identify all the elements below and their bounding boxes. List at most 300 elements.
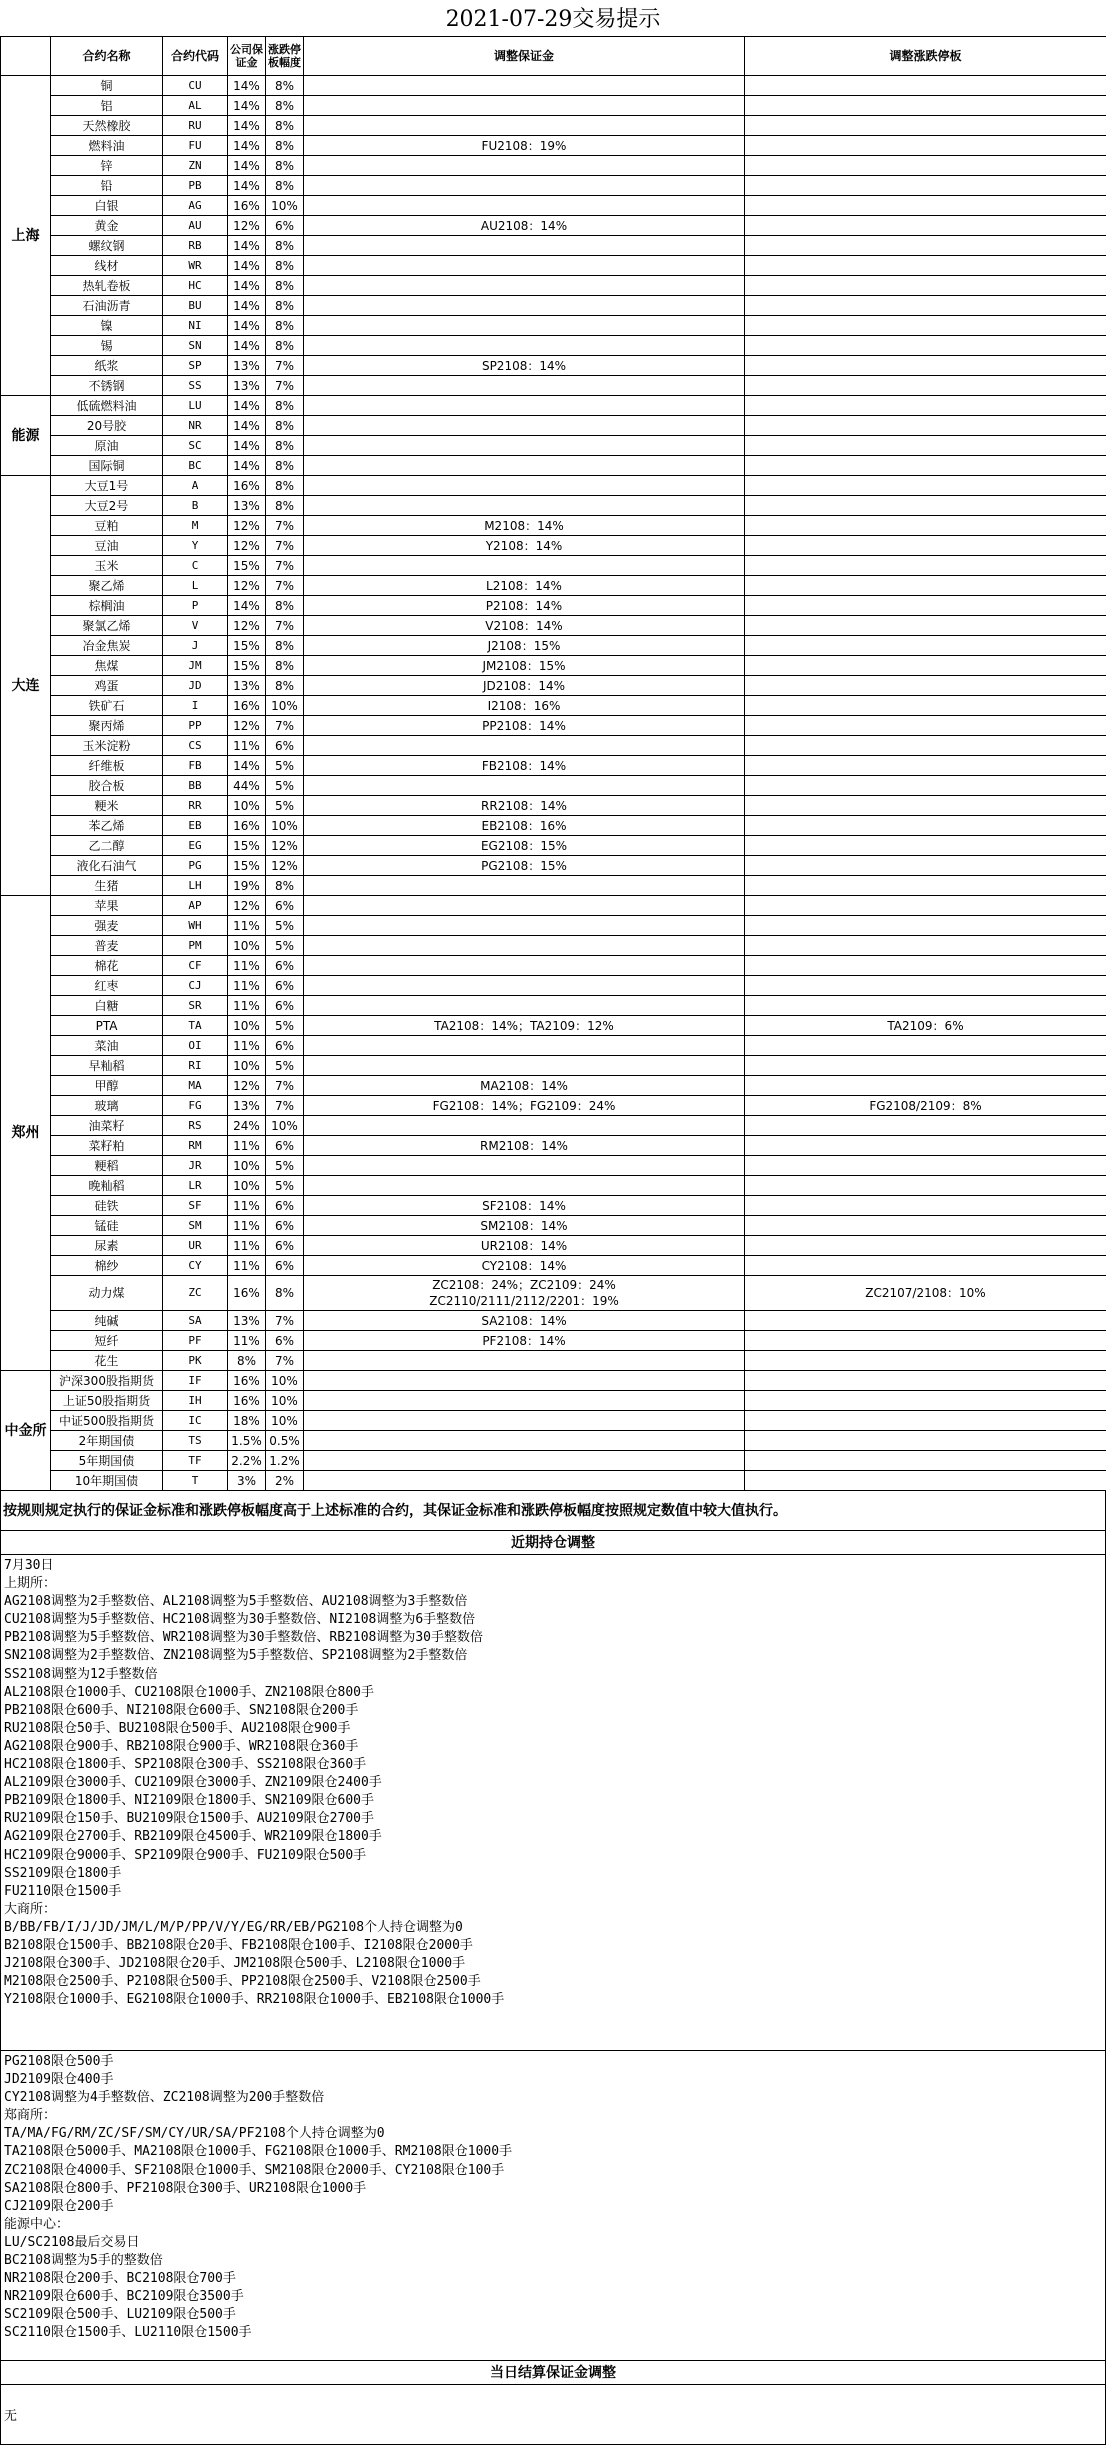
contract-code-cell: RR — [163, 796, 228, 816]
margin-cell: 16% — [228, 696, 266, 716]
adj-limit-cell — [745, 116, 1106, 136]
contract-name-cell: 黄金 — [51, 216, 163, 236]
table-row — [1, 696, 1106, 716]
adj-margin-cell: RM2108：14% — [304, 1136, 745, 1156]
exchange-cell: 中金所 — [1, 1371, 51, 1491]
limit-cell: 8% — [266, 676, 304, 696]
margin-cell: 44% — [228, 776, 266, 796]
adj-limit-cell — [745, 1036, 1106, 1056]
adj-limit-cell — [745, 1431, 1106, 1451]
margin-cell: 13% — [228, 1096, 266, 1116]
contract-code-cell: C — [163, 556, 228, 576]
position-line: B2108限仓1500手、BB2108限仓20手、FB2108限仓100手、I2108限仓2000手 — [4, 1937, 1102, 1955]
position-line: AL2109限仓3000手、CU2109限仓3000手、ZN2109限仓2400手 — [4, 1774, 1102, 1792]
adj-margin-cell — [304, 76, 745, 96]
margin-cell: 2.2% — [228, 1451, 266, 1471]
adj-margin-cell — [304, 416, 745, 436]
margin-cell: 14% — [228, 396, 266, 416]
adj-limit-cell — [745, 476, 1106, 496]
table-row — [1, 1156, 1106, 1176]
adj-margin-cell: L2108：14% — [304, 576, 745, 596]
limit-cell: 6% — [266, 736, 304, 756]
limit-cell: 6% — [266, 1216, 304, 1236]
margin-cell: 11% — [228, 1256, 266, 1276]
table-row — [1, 636, 1106, 656]
contract-code-cell: HC — [163, 276, 228, 296]
adj-margin-cell: PP2108：14% — [304, 716, 745, 736]
limit-cell: 6% — [266, 996, 304, 1016]
position-line: PB2108限仓600手、NI2108限仓600手、SN2108限仓200手 — [4, 1702, 1102, 1720]
adj-limit-cell: ZC2107/2108：10% — [745, 1276, 1106, 1311]
adj-margin-cell — [304, 976, 745, 996]
contract-code-cell: J — [163, 636, 228, 656]
table-row — [1, 996, 1106, 1016]
limit-cell: 6% — [266, 1036, 304, 1056]
limit-cell: 10% — [266, 816, 304, 836]
contract-code-cell: WH — [163, 916, 228, 936]
adj-limit-cell — [745, 216, 1106, 236]
limit-cell: 2% — [266, 1471, 304, 1491]
limit-cell: 8% — [266, 396, 304, 416]
contract-name-cell: 中证500股指期货 — [51, 1411, 163, 1431]
limit-cell: 6% — [266, 1236, 304, 1256]
contract-name-cell: 纯碱 — [51, 1311, 163, 1331]
table-row — [1, 556, 1106, 576]
adj-limit-cell — [745, 656, 1106, 676]
limit-cell: 8% — [266, 656, 304, 676]
contract-name-cell: 锡 — [51, 336, 163, 356]
header-adj-margin: 调整保证金 — [304, 37, 745, 76]
margin-cell: 11% — [228, 1216, 266, 1236]
contract-code-cell: JD — [163, 676, 228, 696]
position-line: 7月30日 — [4, 1557, 1102, 1575]
table-row — [1, 336, 1106, 356]
position-line: TA/MA/FG/RM/ZC/SF/SM/CY/UR/SA/PF2108个人持仓调整为0 — [4, 2125, 1102, 2143]
table-row — [1, 936, 1106, 956]
contract-name-cell: 10年期国债 — [51, 1471, 163, 1491]
position-line: ZC2108限仓4000手、SF2108限仓1000手、SM2108限仓2000手、CY2108限仓100手 — [4, 2162, 1102, 2180]
contract-name-cell: 上证50股指期货 — [51, 1391, 163, 1411]
contract-code-cell: FB — [163, 756, 228, 776]
contract-name-cell: 玉米淀粉 — [51, 736, 163, 756]
limit-cell: 5% — [266, 1056, 304, 1076]
table-row — [1, 1176, 1106, 1196]
contract-name-cell: 花生 — [51, 1351, 163, 1371]
limit-cell: 8% — [266, 476, 304, 496]
contract-name-cell: 菜油 — [51, 1036, 163, 1056]
adj-limit-cell — [745, 196, 1106, 216]
table-row — [1, 116, 1106, 136]
contract-code-cell: MA — [163, 1076, 228, 1096]
table-row — [1, 296, 1106, 316]
position-line: HC2109限仓9000手、SP2109限仓900手、FU2109限仓500手 — [4, 1847, 1102, 1865]
adj-margin-cell — [304, 1431, 745, 1451]
margin-cell: 14% — [228, 76, 266, 96]
adj-margin-cell — [304, 156, 745, 176]
adj-limit-cell — [745, 296, 1106, 316]
table-row — [1, 1451, 1106, 1471]
contract-name-cell: 铅 — [51, 176, 163, 196]
table-row — [1, 276, 1106, 296]
margin-cell: 15% — [228, 556, 266, 576]
position-line: 上期所： — [4, 1575, 1102, 1593]
adj-limit-cell — [745, 1176, 1106, 1196]
adj-margin-cell — [304, 256, 745, 276]
contract-code-cell: PP — [163, 716, 228, 736]
rule-note: 按规则规定执行的保证金标准和涨跌停板幅度高于上述标准的合约，其保证金标准和涨跌停板幅度按照规定数值中较大值执行。 — [0, 1491, 1106, 1531]
margin-cell: 11% — [228, 1136, 266, 1156]
contract-code-cell: M — [163, 516, 228, 536]
contract-code-cell: AL — [163, 96, 228, 116]
adj-margin-cell: CY2108：14% — [304, 1256, 745, 1276]
limit-cell: 8% — [266, 156, 304, 176]
margin-cell: 11% — [228, 1036, 266, 1056]
margin-cell: 13% — [228, 676, 266, 696]
adj-margin-cell: FU2108：19% — [304, 136, 745, 156]
table-row — [1, 1056, 1106, 1076]
position-line: 郑商所： — [4, 2107, 1102, 2125]
adj-margin-cell — [304, 956, 745, 976]
adj-margin-cell — [304, 1276, 745, 1311]
table-row — [1, 1196, 1106, 1216]
contract-code-cell: RB — [163, 236, 228, 256]
contract-code-cell: I — [163, 696, 228, 716]
table-row — [1, 216, 1106, 236]
contract-code-cell: PK — [163, 1351, 228, 1371]
limit-cell: 6% — [266, 1136, 304, 1156]
margin-cell: 14% — [228, 256, 266, 276]
table-row — [1, 1036, 1106, 1056]
limit-cell: 8% — [266, 256, 304, 276]
adj-margin-cell: AU2108：14% — [304, 216, 745, 236]
limit-cell: 7% — [266, 1351, 304, 1371]
adj-limit-cell — [745, 696, 1106, 716]
contract-name-cell: 油菜籽 — [51, 1116, 163, 1136]
margin-cell: 14% — [228, 136, 266, 156]
limit-cell: 6% — [266, 1331, 304, 1351]
margin-cell: 13% — [228, 1311, 266, 1331]
limit-cell: 8% — [266, 1276, 304, 1311]
table-row — [1, 796, 1106, 816]
contract-code-cell: SR — [163, 996, 228, 1016]
contract-code-cell: TF — [163, 1451, 228, 1471]
margin-cell: 14% — [228, 176, 266, 196]
adj-limit-cell — [745, 996, 1106, 1016]
adj-margin-cell — [304, 96, 745, 116]
adj-limit-cell — [745, 1196, 1106, 1216]
table-row — [1, 1016, 1106, 1036]
contract-code-cell: OI — [163, 1036, 228, 1056]
limit-cell: 6% — [266, 216, 304, 236]
adj-limit-cell — [745, 416, 1106, 436]
adj-margin-cell: Y2108：14% — [304, 536, 745, 556]
table-row — [1, 1431, 1106, 1451]
adj-margin-cell — [304, 176, 745, 196]
adj-limit-cell — [745, 1136, 1106, 1156]
limit-cell: 5% — [266, 1176, 304, 1196]
contract-code-cell: TS — [163, 1431, 228, 1451]
contract-name-cell: 不锈钢 — [51, 376, 163, 396]
contract-code-cell: RS — [163, 1116, 228, 1136]
table-row — [1, 436, 1106, 456]
contract-code-cell: CF — [163, 956, 228, 976]
adj-limit-cell — [745, 1451, 1106, 1471]
adj-limit-cell — [745, 316, 1106, 336]
adj-margin-cell: MA2108：14% — [304, 1076, 745, 1096]
margin-cell: 11% — [228, 956, 266, 976]
contract-name-cell: 菜籽粕 — [51, 1136, 163, 1156]
position-line: BC2108调整为5手的整数倍 — [4, 2252, 1102, 2270]
adj-margin-line: ZC2110/2111/2112/2201：19% — [304, 1293, 744, 1309]
adj-limit-cell — [745, 976, 1106, 996]
adj-limit-cell — [745, 1331, 1106, 1351]
limit-cell: 7% — [266, 1311, 304, 1331]
table-body — [1, 76, 1106, 1491]
adj-margin-cell — [304, 896, 745, 916]
limit-cell: 7% — [266, 716, 304, 736]
adj-margin-cell — [304, 436, 745, 456]
adj-margin-cell — [304, 876, 745, 896]
adj-margin-cell: TA2108：14%；TA2109：12% — [304, 1016, 745, 1036]
adj-limit-cell — [745, 1311, 1106, 1331]
table-row — [1, 76, 1106, 96]
adj-margin-cell — [304, 1116, 745, 1136]
position-block-1 — [0, 1555, 1106, 2051]
limit-cell: 7% — [266, 1096, 304, 1116]
contract-name-cell: 线材 — [51, 256, 163, 276]
margin-cell: 16% — [228, 1276, 266, 1311]
margin-cell: 12% — [228, 576, 266, 596]
adj-limit-cell — [745, 236, 1106, 256]
table-row — [1, 356, 1106, 376]
limit-cell: 7% — [266, 1076, 304, 1096]
page-title: 2021-07-29交易提示 — [0, 0, 1106, 36]
limit-cell: 10% — [266, 1371, 304, 1391]
contract-code-cell: CY — [163, 1256, 228, 1276]
adj-limit-cell — [745, 1236, 1106, 1256]
adj-limit-cell — [745, 676, 1106, 696]
margin-cell: 11% — [228, 1331, 266, 1351]
contract-name-cell: 甲醇 — [51, 1076, 163, 1096]
contract-name-cell: 热轧卷板 — [51, 276, 163, 296]
margin-cell: 10% — [228, 1156, 266, 1176]
contract-code-cell: IC — [163, 1411, 228, 1431]
contract-code-cell: PG — [163, 856, 228, 876]
table-row — [1, 1351, 1106, 1371]
contract-code-cell: SC — [163, 436, 228, 456]
table-row — [1, 856, 1106, 876]
adj-margin-cell — [304, 1156, 745, 1176]
table-row — [1, 776, 1106, 796]
limit-cell: 8% — [266, 76, 304, 96]
adj-limit-cell — [745, 256, 1106, 276]
adj-limit-cell — [745, 1076, 1106, 1096]
table-row — [1, 756, 1106, 776]
limit-cell: 7% — [266, 616, 304, 636]
contract-code-cell: BB — [163, 776, 228, 796]
limit-cell: 5% — [266, 1016, 304, 1036]
margin-cell: 10% — [228, 796, 266, 816]
limit-cell: 6% — [266, 896, 304, 916]
table-row — [1, 956, 1106, 976]
margin-cell: 14% — [228, 236, 266, 256]
adj-margin-cell: SA2108：14% — [304, 1311, 745, 1331]
position-line: NR2109限仓600手、BC2109限仓3500手 — [4, 2288, 1102, 2306]
position-line: SS2108调整为12手整数倍 — [4, 1666, 1102, 1684]
adj-margin-cell: SM2108：14% — [304, 1216, 745, 1236]
margin-cell: 13% — [228, 356, 266, 376]
contract-code-cell: Y — [163, 536, 228, 556]
adj-limit-cell — [745, 936, 1106, 956]
margin-cell: 15% — [228, 836, 266, 856]
contract-name-cell: 20号胶 — [51, 416, 163, 436]
table-row — [1, 156, 1106, 176]
margin-cell: 15% — [228, 656, 266, 676]
header-adj-limit: 调整涨跌停板 — [745, 37, 1106, 76]
contract-code-cell: LR — [163, 1176, 228, 1196]
position-line: TA2108限仓5000手、MA2108限仓1000手、FG2108限仓1000手、RM2108限仓1000手 — [4, 2143, 1102, 2161]
margin-cell: 11% — [228, 996, 266, 1016]
adj-limit-cell — [745, 956, 1106, 976]
margin-cell: 10% — [228, 1016, 266, 1036]
contract-code-cell: LH — [163, 876, 228, 896]
limit-cell: 5% — [266, 756, 304, 776]
contract-name-cell: 原油 — [51, 436, 163, 456]
limit-cell: 8% — [266, 496, 304, 516]
table-row — [1, 1411, 1106, 1431]
table-row — [1, 656, 1106, 676]
adj-limit-cell — [745, 376, 1106, 396]
header-code: 合约代码 — [163, 37, 228, 76]
limit-cell: 8% — [266, 296, 304, 316]
adj-limit-cell — [745, 456, 1106, 476]
contract-code-cell: WR — [163, 256, 228, 276]
adj-limit-cell — [745, 596, 1106, 616]
limit-cell: 8% — [266, 436, 304, 456]
position-line: SC2110限仓1500手、LU2110限仓1500手 — [4, 2324, 1102, 2342]
adj-limit-cell — [745, 1351, 1106, 1371]
adj-margin-cell: P2108：14% — [304, 596, 745, 616]
limit-cell: 6% — [266, 1256, 304, 1276]
position-line: PB2109限仓1800手、NI2109限仓1800手、SN2109限仓600手 — [4, 1792, 1102, 1810]
margin-cell: 14% — [228, 596, 266, 616]
contract-code-cell: JM — [163, 656, 228, 676]
margin-cell: 12% — [228, 616, 266, 636]
exchange-cell: 大连 — [1, 476, 51, 896]
adj-margin-cell: M2108：14% — [304, 516, 745, 536]
margin-cell: 14% — [228, 276, 266, 296]
contract-code-cell: JR — [163, 1156, 228, 1176]
adj-margin-cell — [304, 196, 745, 216]
table-row — [1, 676, 1106, 696]
table-row — [1, 1096, 1106, 1116]
contract-name-cell: 铜 — [51, 76, 163, 96]
header-limit: 涨跌停板幅度 — [266, 37, 304, 76]
position-line: B/BB/FB/I/J/JD/JM/L/M/P/PP/V/Y/EG/RR/EB/PG2108个人持仓调整为0 — [4, 1919, 1102, 1937]
adj-limit-cell — [745, 616, 1106, 636]
position-line: AG2109限仓2700手、RB2109限仓4500手、WR2109限仓1800手 — [4, 1828, 1102, 1846]
limit-cell: 5% — [266, 1156, 304, 1176]
adj-limit-cell — [745, 96, 1106, 116]
contract-code-cell: CS — [163, 736, 228, 756]
margin-cell: 16% — [228, 1371, 266, 1391]
margin-cell: 1.5% — [228, 1431, 266, 1451]
contract-name-cell: 燃料油 — [51, 136, 163, 156]
adj-limit-cell — [745, 756, 1106, 776]
margin-cell: 15% — [228, 636, 266, 656]
adj-limit-cell — [745, 516, 1106, 536]
adj-limit-cell — [745, 356, 1106, 376]
settlement-section-title: 当日结算保证金调整 — [0, 2361, 1106, 2385]
margin-cell: 15% — [228, 856, 266, 876]
contract-code-cell: UR — [163, 1236, 228, 1256]
contract-name-cell: 苹果 — [51, 896, 163, 916]
margin-cell: 14% — [228, 436, 266, 456]
adj-margin-cell: FB2108：14% — [304, 756, 745, 776]
margin-cell: 16% — [228, 816, 266, 836]
contract-code-cell: FU — [163, 136, 228, 156]
contract-name-cell: 液化石油气 — [51, 856, 163, 876]
limit-cell: 10% — [266, 696, 304, 716]
table-row — [1, 896, 1106, 916]
contract-name-cell: 大豆1号 — [51, 476, 163, 496]
adj-margin-cell — [304, 1471, 745, 1491]
contract-code-cell: EG — [163, 836, 228, 856]
contract-name-cell: 短纤 — [51, 1331, 163, 1351]
contract-name-cell: 硅铁 — [51, 1196, 163, 1216]
table-row — [1, 976, 1106, 996]
adj-margin-cell — [304, 1176, 745, 1196]
margin-table — [0, 36, 1106, 1491]
contract-name-cell: 苯乙烯 — [51, 816, 163, 836]
adj-margin-cell — [304, 736, 745, 756]
position-line: 能源中心： — [4, 2216, 1102, 2234]
contract-code-cell: CU — [163, 76, 228, 96]
adj-margin-cell — [304, 396, 745, 416]
limit-cell: 10% — [266, 196, 304, 216]
position-line: 大商所： — [4, 1901, 1102, 1919]
adj-margin-cell — [304, 296, 745, 316]
adj-margin-cell: EG2108：15% — [304, 836, 745, 856]
adj-margin-cell: FG2108：14%；FG2109：24% — [304, 1096, 745, 1116]
margin-cell: 13% — [228, 496, 266, 516]
contract-code-cell: CJ — [163, 976, 228, 996]
header-exchange — [1, 37, 51, 76]
position-line: PG2108限仓500手 — [4, 2053, 1102, 2071]
adj-margin-cell: SF2108：14% — [304, 1196, 745, 1216]
position-line: HC2108限仓1800手、SP2108限仓300手、SS2108限仓360手 — [4, 1756, 1102, 1774]
table-row — [1, 1391, 1106, 1411]
adj-limit-cell — [745, 556, 1106, 576]
table-row — [1, 376, 1106, 396]
adj-limit-cell — [745, 1256, 1106, 1276]
adj-margin-cell — [304, 376, 745, 396]
adj-margin-cell: PG2108：15% — [304, 856, 745, 876]
adj-margin-cell — [304, 1036, 745, 1056]
margin-cell: 11% — [228, 1196, 266, 1216]
contract-name-cell: 乙二醇 — [51, 836, 163, 856]
limit-cell: 8% — [266, 236, 304, 256]
position-line: Y2108限仓1000手、EG2108限仓1000手、RR2108限仓1000手、EB2108限仓1000手 — [4, 1991, 1102, 2009]
contract-code-cell: T — [163, 1471, 228, 1491]
limit-cell: 10% — [266, 1411, 304, 1431]
position-line: JD2109限仓400手 — [4, 2071, 1102, 2089]
limit-cell: 8% — [266, 116, 304, 136]
adj-limit-cell: FG2108/2109：8% — [745, 1096, 1106, 1116]
contract-name-cell: 玉米 — [51, 556, 163, 576]
adj-limit-cell — [745, 1371, 1106, 1391]
header-name: 合约名称 — [51, 37, 163, 76]
